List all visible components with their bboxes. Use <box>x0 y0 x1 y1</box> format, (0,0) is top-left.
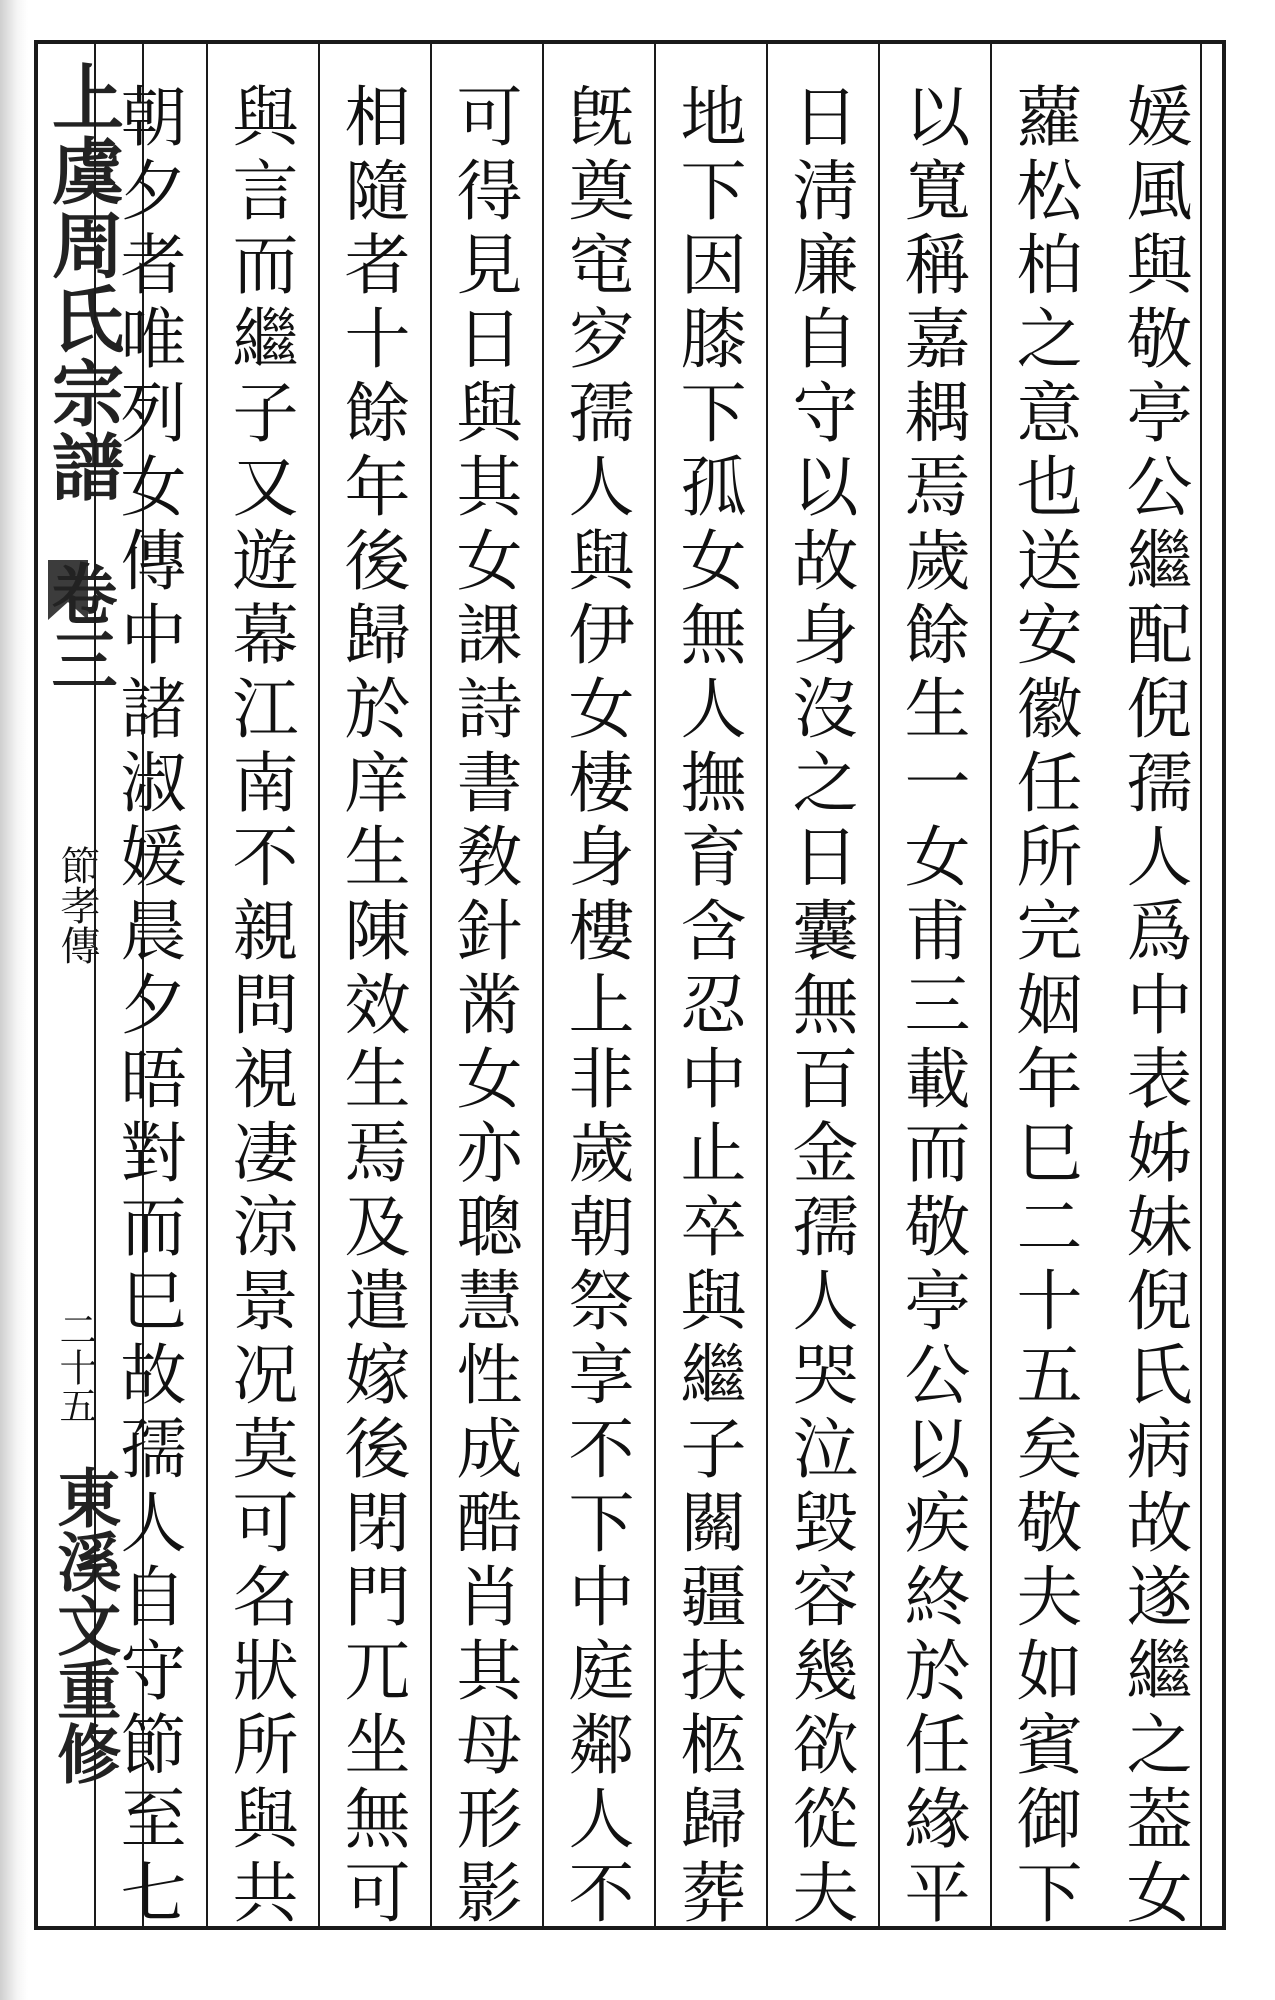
column-text: 媛風與敬亭公繼配倪孺人爲中表姊妹倪氏病故遂繼之葢女 <box>1115 82 1192 1932</box>
text-column-6 <box>542 40 654 1930</box>
imprint-label: 東溪文重修 <box>46 1465 122 1785</box>
column-text: 以寬稱嘉耦焉歲餘生一女甫三載而敬亭公以疾終於任緣平 <box>893 82 970 1932</box>
text-column-9 <box>206 40 318 1930</box>
text-column-5 <box>654 40 766 1930</box>
text-column-1 <box>1102 40 1214 1930</box>
column-text: 相隨者十餘年後歸於庠生陳效生焉及遣嫁後閉門兀坐無可 <box>333 82 410 1932</box>
text-column-4 <box>766 40 878 1930</box>
section-title: 節孝傳 <box>54 845 100 965</box>
page-number: 二十五 <box>53 1310 97 1424</box>
column-text: 地下因膝下孤女無人撫育含忍中止卒與繼子關疆扶柩歸葬 <box>669 82 746 1932</box>
column-text: 蘿松柏之意也送安徽任所完姻年巳二十五矣敬夫如賓御下 <box>1005 82 1082 1932</box>
book-title: 上虞周氏宗譜 <box>40 60 125 504</box>
text-column-10 <box>94 40 206 1930</box>
column-text: 日淸廉自守以故身沒之日囊無百金孺人哭泣毀容幾欲從夫 <box>781 82 858 1932</box>
page-edge-shadow <box>0 0 28 2000</box>
text-column-2 <box>990 40 1102 1930</box>
text-column-7 <box>430 40 542 1930</box>
text-column-8 <box>318 40 430 1930</box>
text-column-3 <box>878 40 990 1930</box>
column-text: 旣奠窀穸孺人與伊女棲身樓上非歲朝祭享不下中庭鄰人不 <box>557 82 634 1932</box>
column-text: 朝夕者唯列女傳中諸淑媛晨夕晤對而巳故孺人自守節至七 <box>109 82 186 1932</box>
column-text: 與言而繼子又遊幕江南不親問視凄涼景况莫可名狀所與共 <box>221 82 298 1932</box>
volume-label: 卷三 <box>40 560 118 692</box>
column-text: 可得見日與其女課詩書敎針黹女亦聰慧性成酷肖其母形影 <box>445 82 522 1932</box>
